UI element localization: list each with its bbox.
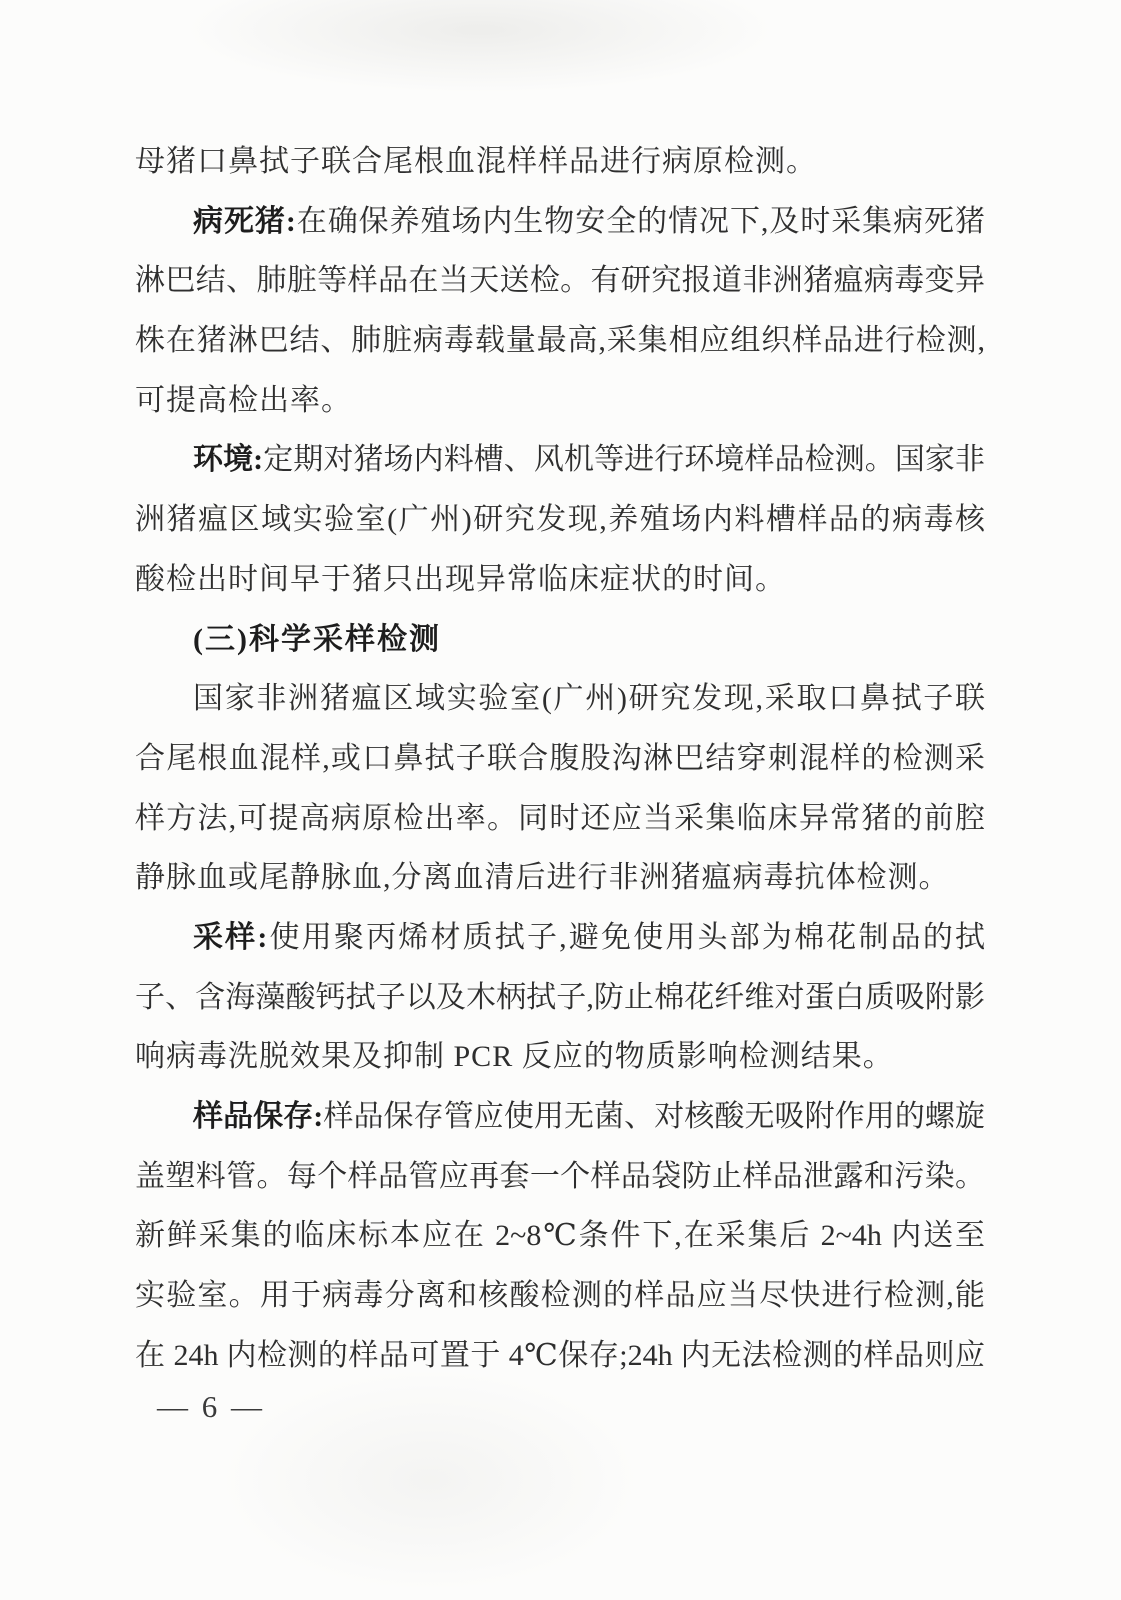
text-line: 样品保存:样品保存管应使用无菌、对核酸无吸附作用的螺旋 xyxy=(193,1100,986,1133)
text-line: 可提高检出率。 xyxy=(135,383,352,417)
document-body xyxy=(135,132,985,1385)
text-line: 采样:使用聚丙烯材质拭子,避免使用头部为棉花制品的拭 xyxy=(193,920,985,954)
section-heading-label: (三)科学采样检测 xyxy=(193,622,441,656)
text-line: 病死猪:在确保养殖场内生物安全的情况下,及时采集病死猪 xyxy=(193,204,986,238)
text-line: 洲猪瘟区域实验室(广州)研究发现,养殖场内料槽样品的病毒核 xyxy=(135,503,985,537)
text-line: 环境:定期对猪场内料槽、风机等进行环境样品检测。国家非 xyxy=(193,443,986,477)
text-line: 母猪口鼻拭子联合尾根血混样样品进行病原检测。 xyxy=(135,145,817,178)
text-line: 国家非洲猪瘟区域实验室(广州)研究发现,采取口鼻拭子联 xyxy=(193,682,985,716)
page-number xyxy=(157,1384,265,1430)
text-line: 实验室。用于病毒分离和核酸检测的样品应当尽快进行检测,能 xyxy=(135,1279,985,1313)
paragraph-lead-label: 环境: xyxy=(193,443,264,477)
text-line: 淋巴结、肺脏等样品在当天送检。有研究报道非洲猪瘟病毒变异 xyxy=(135,264,985,298)
text-line: 新鲜采集的临床标本应在 2~8℃条件下,在采集后 2~4h 内送至 xyxy=(135,1219,985,1253)
text-line: 静脉血或尾静脉血,分离血清后进行非洲猪瘟病毒抗体检测。 xyxy=(135,861,950,895)
paragraph-lead-label: 采样: xyxy=(193,920,268,954)
text-line: 响病毒洗脱效果及抑制 PCR 反应的物质影响检测结果。 xyxy=(135,1040,894,1074)
text-line: 样方法,可提高病原检出率。同时还应当采集临床异常猪的前腔 xyxy=(135,801,985,835)
text-line: 盖塑料管。每个样品管应再套一个样品袋防止样品泄露和污染。 xyxy=(135,1159,985,1193)
text-line: 子、含海藻酸钙拭子以及木柄拭子,防止棉花纤维对蛋白质吸附影 xyxy=(135,980,985,1014)
text-line: 合尾根血混样,或口鼻拭子联合腹股沟淋巴结穿刺混样的检测采 xyxy=(135,741,985,775)
section-heading xyxy=(135,610,985,670)
text-line: 酸检出时间早于猪只出现异常临床症状的时间。 xyxy=(135,562,786,596)
paragraph-lead-label: 病死猪: xyxy=(193,204,296,238)
paragraph-lead-label: 样品保存: xyxy=(193,1100,324,1133)
text-line: 株在猪淋巴结、肺脏病毒载量最高,采集相应组织样品进行检测, xyxy=(135,324,985,358)
text-line: 在 24h 内检测的样品可置于 4℃保存;24h 内无法检测的样品则应 xyxy=(135,1338,985,1372)
page-number-label: — 6 — xyxy=(157,1389,265,1424)
